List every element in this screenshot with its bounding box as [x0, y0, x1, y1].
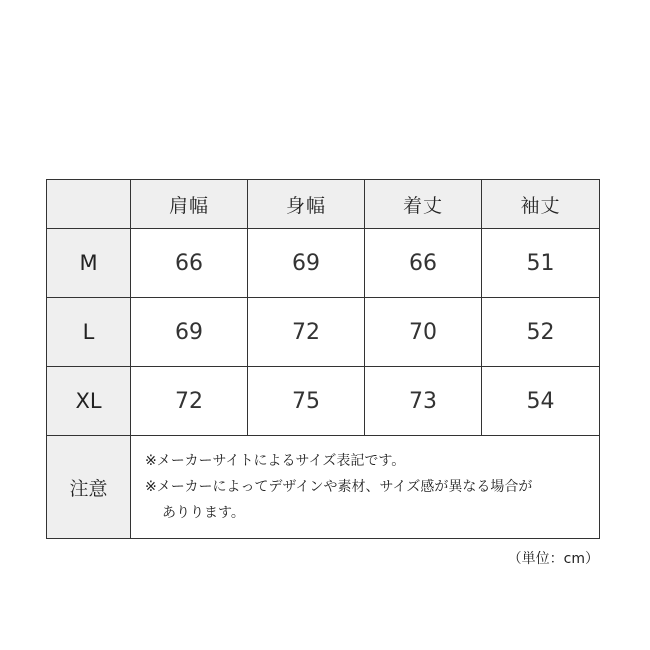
- note-line: ※メーカーサイトによるサイズ表記です。: [145, 453, 406, 469]
- cell-value: 66: [365, 229, 482, 298]
- cell-value: 73: [365, 367, 482, 436]
- cell-value: 52: [482, 298, 600, 367]
- note-label: 注意: [47, 436, 131, 539]
- note-text: [131, 436, 600, 539]
- header-length: 着丈: [365, 180, 482, 229]
- cell-value: 51: [482, 229, 600, 298]
- header-body-width: 身幅: [248, 180, 365, 229]
- cell-value: 66: [131, 229, 248, 298]
- note-line: ※メーカーによってデザインや素材、サイズ感が異なる場合が: [145, 479, 533, 495]
- cell-value: 72: [131, 367, 248, 436]
- size-chart-table: [46, 179, 600, 539]
- header-row: [47, 180, 600, 229]
- cell-value: 72: [248, 298, 365, 367]
- cell-value: 69: [131, 298, 248, 367]
- note-line: ありります。: [162, 505, 245, 521]
- size-label: M: [47, 229, 131, 298]
- header-corner-cell: [47, 180, 131, 229]
- header-shoulder-width: 肩幅: [131, 180, 248, 229]
- cell-value: 69: [248, 229, 365, 298]
- table-row: [47, 298, 600, 367]
- unit-note: （単位：cm）: [507, 551, 599, 567]
- cell-value: 70: [365, 298, 482, 367]
- cell-value: 75: [248, 367, 365, 436]
- table-row: [47, 229, 600, 298]
- table-row: [47, 367, 600, 436]
- note-row: [47, 436, 600, 539]
- size-label: L: [47, 298, 131, 367]
- cell-value: 54: [482, 367, 600, 436]
- header-sleeve-length: 袖丈: [482, 180, 600, 229]
- size-label: XL: [47, 367, 131, 436]
